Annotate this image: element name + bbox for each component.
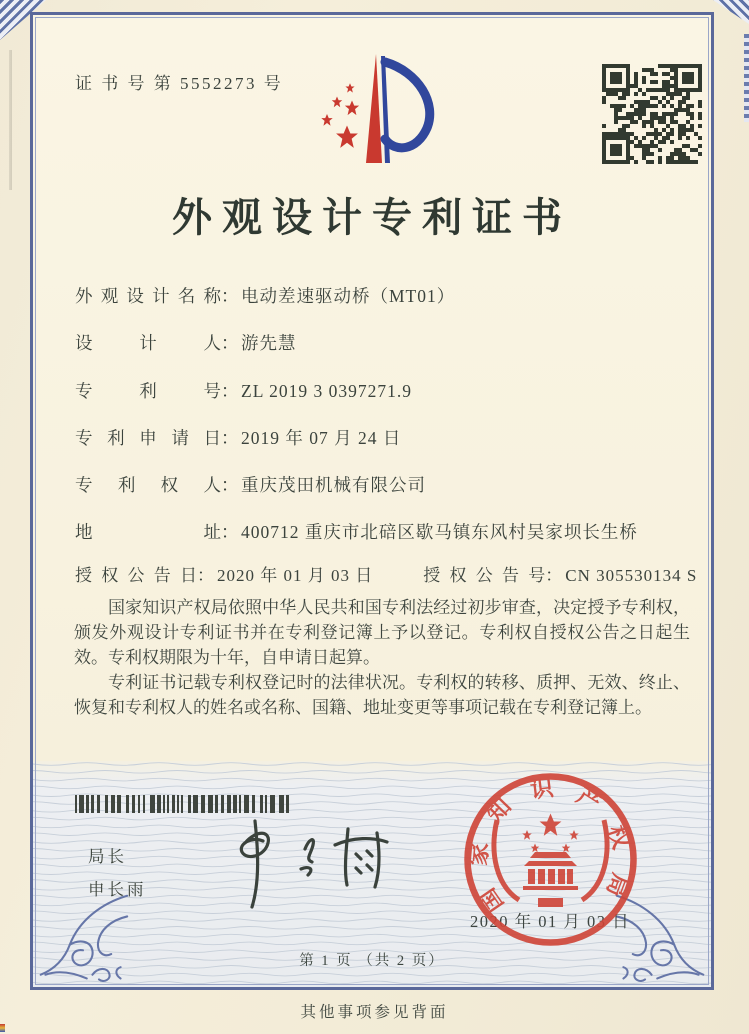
official-red-seal bbox=[453, 762, 648, 957]
field-row-designer bbox=[75, 330, 695, 352]
field-row-patentee bbox=[75, 472, 695, 494]
field-colon: ： bbox=[221, 380, 239, 401]
scan-artifact-speck bbox=[0, 1024, 5, 1032]
director-title: 局长 bbox=[88, 848, 127, 866]
grant-row bbox=[75, 561, 697, 586]
field-colon: ： bbox=[197, 566, 214, 585]
national-emblem-icon bbox=[494, 814, 607, 908]
grant-number-label: 授权公告号 bbox=[423, 566, 546, 585]
backing-pattern-right-edge bbox=[744, 34, 749, 122]
director-name: 申长雨 bbox=[88, 881, 147, 899]
field-colon: ： bbox=[545, 566, 563, 585]
handwritten-signature-icon bbox=[205, 809, 405, 914]
field-value: ZL 2019 3 0397271.9 bbox=[241, 380, 412, 401]
seal-date: 2020 年 01 月 03 日 bbox=[470, 912, 631, 931]
field-colon: ： bbox=[221, 475, 239, 496]
backing-pattern-top-right bbox=[713, 0, 749, 24]
field-row-design-name bbox=[75, 283, 695, 305]
field-colon: ： bbox=[221, 522, 239, 543]
legal-paragraph-2: 专利证书记载专利权登记时的法律状况。专利权的转移、质押、无效、终止、恢复和专利权人的姓名或名称、国籍、地址变更等事项记载在专利登记簿上。 bbox=[74, 673, 690, 717]
back-note: 其他事项参见背面 bbox=[300, 1004, 449, 1021]
qr-code bbox=[602, 64, 702, 164]
field-row-patent-number bbox=[75, 378, 695, 400]
grant-number-value: CN 305530134 S bbox=[565, 566, 698, 585]
legal-paragraph-1: 国家知识产权局依照中华人民共和国专利法经过初步审查，决定授予专利权，颁发外观设计专利证书并在专利登记簿上予以登记。专利权自授权公告之日起生效。专利权期限为十年，自申请日起算。 bbox=[74, 598, 690, 667]
paper-edge-line bbox=[9, 50, 12, 190]
field-value: 2019 年 07 月 24 日 bbox=[241, 427, 402, 448]
corner-flourish-icon bbox=[36, 892, 130, 986]
field-value: 游先慧 bbox=[241, 333, 297, 354]
page-number: 第 1 页 （共 2 页） bbox=[299, 953, 445, 969]
field-row-filing-date bbox=[75, 425, 695, 447]
field-value: 电动差速驱动桥（MT01） bbox=[241, 286, 456, 306]
field-label: 专利号 bbox=[75, 380, 221, 401]
field-list bbox=[75, 283, 695, 567]
field-row-address bbox=[75, 519, 695, 541]
field-label: 外观设计名称 bbox=[75, 286, 221, 306]
field-label: 专利申请日 bbox=[75, 427, 221, 448]
field-colon: ： bbox=[221, 427, 239, 448]
field-label: 专利权人 bbox=[75, 475, 221, 496]
field-label: 设计人 bbox=[75, 333, 221, 354]
legal-text bbox=[74, 595, 690, 720]
grant-date-value: 2020 年 01 月 03 日 bbox=[217, 566, 374, 585]
seal-ring-text: 国家知识产权局 bbox=[465, 775, 634, 917]
certificate-number: 证 书 号 第 5552273 号 bbox=[75, 74, 284, 93]
certificate-page bbox=[30, 12, 714, 990]
grant-date-label: 授权公告日 bbox=[75, 566, 197, 585]
field-colon: ： bbox=[221, 286, 239, 306]
cnipa-logo-icon bbox=[315, 52, 435, 167]
field-label: 地址 bbox=[75, 522, 221, 543]
field-value: 重庆茂田机械有限公司 bbox=[241, 475, 426, 496]
field-colon: ： bbox=[221, 333, 239, 354]
certificate-title: 外观设计专利证书 bbox=[172, 195, 572, 240]
signature-panel bbox=[33, 761, 711, 987]
field-value: 400712 重庆市北碚区歇马镇东风村吴家坝长生桥 bbox=[241, 522, 638, 543]
